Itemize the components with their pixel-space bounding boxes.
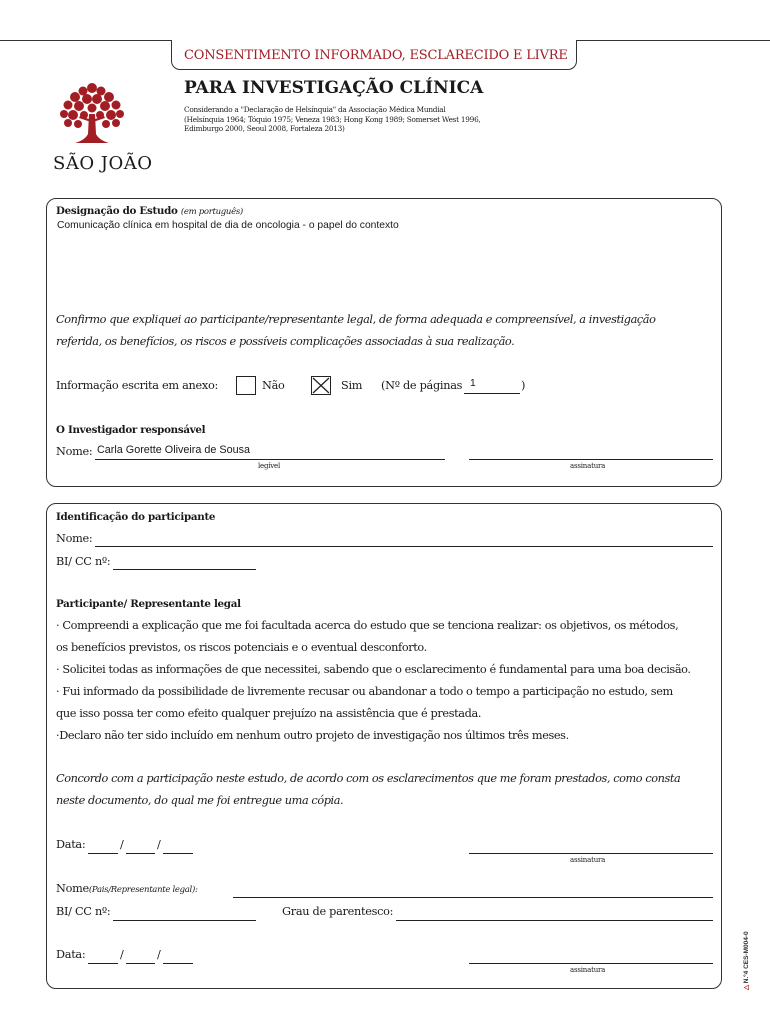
footer-code <box>742 931 750 990</box>
header-rule-right <box>576 40 770 41</box>
footer-code-text: N.º4 CES-M004-0 <box>743 931 750 984</box>
date-1-month[interactable] <box>126 853 155 854</box>
participant-signature-caption: assinatura <box>570 856 606 864</box>
pages-close: ) <box>521 379 526 392</box>
no-label: Não <box>262 379 285 392</box>
participant-id-title: Identificação do participante <box>56 511 216 523</box>
clause-2: · Solicitei todas as informações de que necessitei, sabendo que o esclarecimento é fundamental para uma boa decisão. <box>56 663 691 676</box>
logo-text: SÃO JOÃO <box>53 153 153 174</box>
sao-joao-tree-logo-icon <box>55 78 130 150</box>
agree-line-2: neste documento, do qual me foi entregue uma cópia. <box>56 794 344 807</box>
date-2-year[interactable] <box>163 963 193 964</box>
rep-name-label-text: Nome <box>56 882 89 895</box>
rep-signature-line[interactable] <box>469 963 713 964</box>
investigator-name-label: Nome: <box>56 445 93 458</box>
investigator-title: O Investigador responsável <box>56 424 206 436</box>
date-1-day[interactable] <box>88 853 118 854</box>
participant-bi-line[interactable] <box>113 569 256 570</box>
investigator-name-line <box>95 459 445 460</box>
clause-3-line-1: · Fui informado da possibilidade de livremente recusar ou abandonar a todo o tempo a participação no estudo, sem <box>56 685 673 698</box>
pages-underline <box>464 393 520 394</box>
rep-name-line[interactable] <box>233 897 713 898</box>
participant-name-label: Nome: <box>56 532 93 545</box>
checkbox-x-icon <box>312 377 330 394</box>
pages-label: (Nº de páginas <box>381 379 463 392</box>
warning-triangle-icon: △ <box>743 985 750 990</box>
clause-4: ·Declaro não ter sido incluído em nenhum outro projeto de investigação nos últimos três meses. <box>56 729 569 742</box>
agree-line-1: Concordo com a participação neste estudo, de acordo com os esclarecimentos que me foram prestados, como consta <box>56 772 681 785</box>
rep-bi-label: BI/ CC nº: <box>56 905 111 918</box>
rep-name-label <box>56 882 198 895</box>
participant-signature-line[interactable] <box>469 853 713 854</box>
confirm-line-2: referida, os benefícios, os riscos e possíveis complicações associadas à sua realização. <box>56 335 515 348</box>
date-2-day[interactable] <box>88 963 118 964</box>
date-2-label: Data: <box>56 948 86 961</box>
participant-name-line[interactable] <box>95 546 713 547</box>
investigator-signature-line[interactable] <box>469 459 713 460</box>
pages-value[interactable]: 1 <box>470 378 476 389</box>
confirm-line-1: Confirmo que expliquei ao participante/representante legal, de forma adequada e compreensível, a investigação <box>56 313 656 326</box>
investigator-signature-caption: assinatura <box>570 462 606 470</box>
designation-value[interactable]: Comunicação clínica em hospital de dia de oncologia - o papel do contexto <box>57 220 399 231</box>
designation-note: (em português) <box>180 207 243 217</box>
rep-bi-line[interactable] <box>113 920 256 921</box>
rep-title: Participante/ Representante legal <box>56 598 241 610</box>
date-1-year[interactable] <box>163 853 193 854</box>
rep-name-note: (Pais/Representante legal): <box>88 885 198 895</box>
form-main-title: PARA INVESTIGAÇÃO CLÍNICA <box>184 78 484 98</box>
clause-1-line-1: · Compreendi a explicação que me foi facultada acerca do estudo que se tenciona realizar: os objetivos, os métodos, <box>56 619 679 632</box>
designation-label-text: Designação do Estudo <box>56 205 178 217</box>
date-1-label: Data: <box>56 838 86 851</box>
date-1-slash-1: / <box>120 838 124 851</box>
date-2-slash-2: / <box>157 948 161 961</box>
grau-line[interactable] <box>396 920 713 921</box>
helsinki-declaration: Considerando a "Declaração de Helsínquia" da Associação Médica Mundial (Helsínquia 1964; Tóquio 1975; Veneza 1983; Hong Kong 1989; Somerset West 1996, Edimburgo 2000, Seoul 2008, Fortaleza 2013) <box>184 105 481 134</box>
header-rule-left <box>0 40 172 41</box>
yes-checkbox[interactable] <box>311 376 331 395</box>
grau-label: Grau de parentesco: <box>282 905 394 918</box>
form-top-title: CONSENTIMENTO INFORMADO, ESCLARECIDO E LIVRE <box>184 48 568 63</box>
participant-bi-label: BI/ CC nº: <box>56 555 111 568</box>
date-1-slash-2: / <box>157 838 161 851</box>
legible-caption: legível <box>258 462 281 470</box>
no-checkbox[interactable] <box>236 376 256 395</box>
investigator-name-value[interactable]: Carla Gorette Oliveira de Sousa <box>97 444 251 456</box>
date-2-slash-1: / <box>120 948 124 961</box>
yes-label: Sim <box>341 379 363 392</box>
clause-3-line-2: que isso possa ter como efeito qualquer prejuízo na assistência que é prestada. <box>56 707 482 720</box>
clause-1-line-2: os benefícios previstos, os riscos potenciais e o eventual desconforto. <box>56 641 427 654</box>
rep-signature-caption: assinatura <box>570 966 606 974</box>
date-2-month[interactable] <box>126 963 155 964</box>
written-info-label: Informação escrita em anexo: <box>56 379 218 392</box>
designation-label <box>56 205 243 217</box>
